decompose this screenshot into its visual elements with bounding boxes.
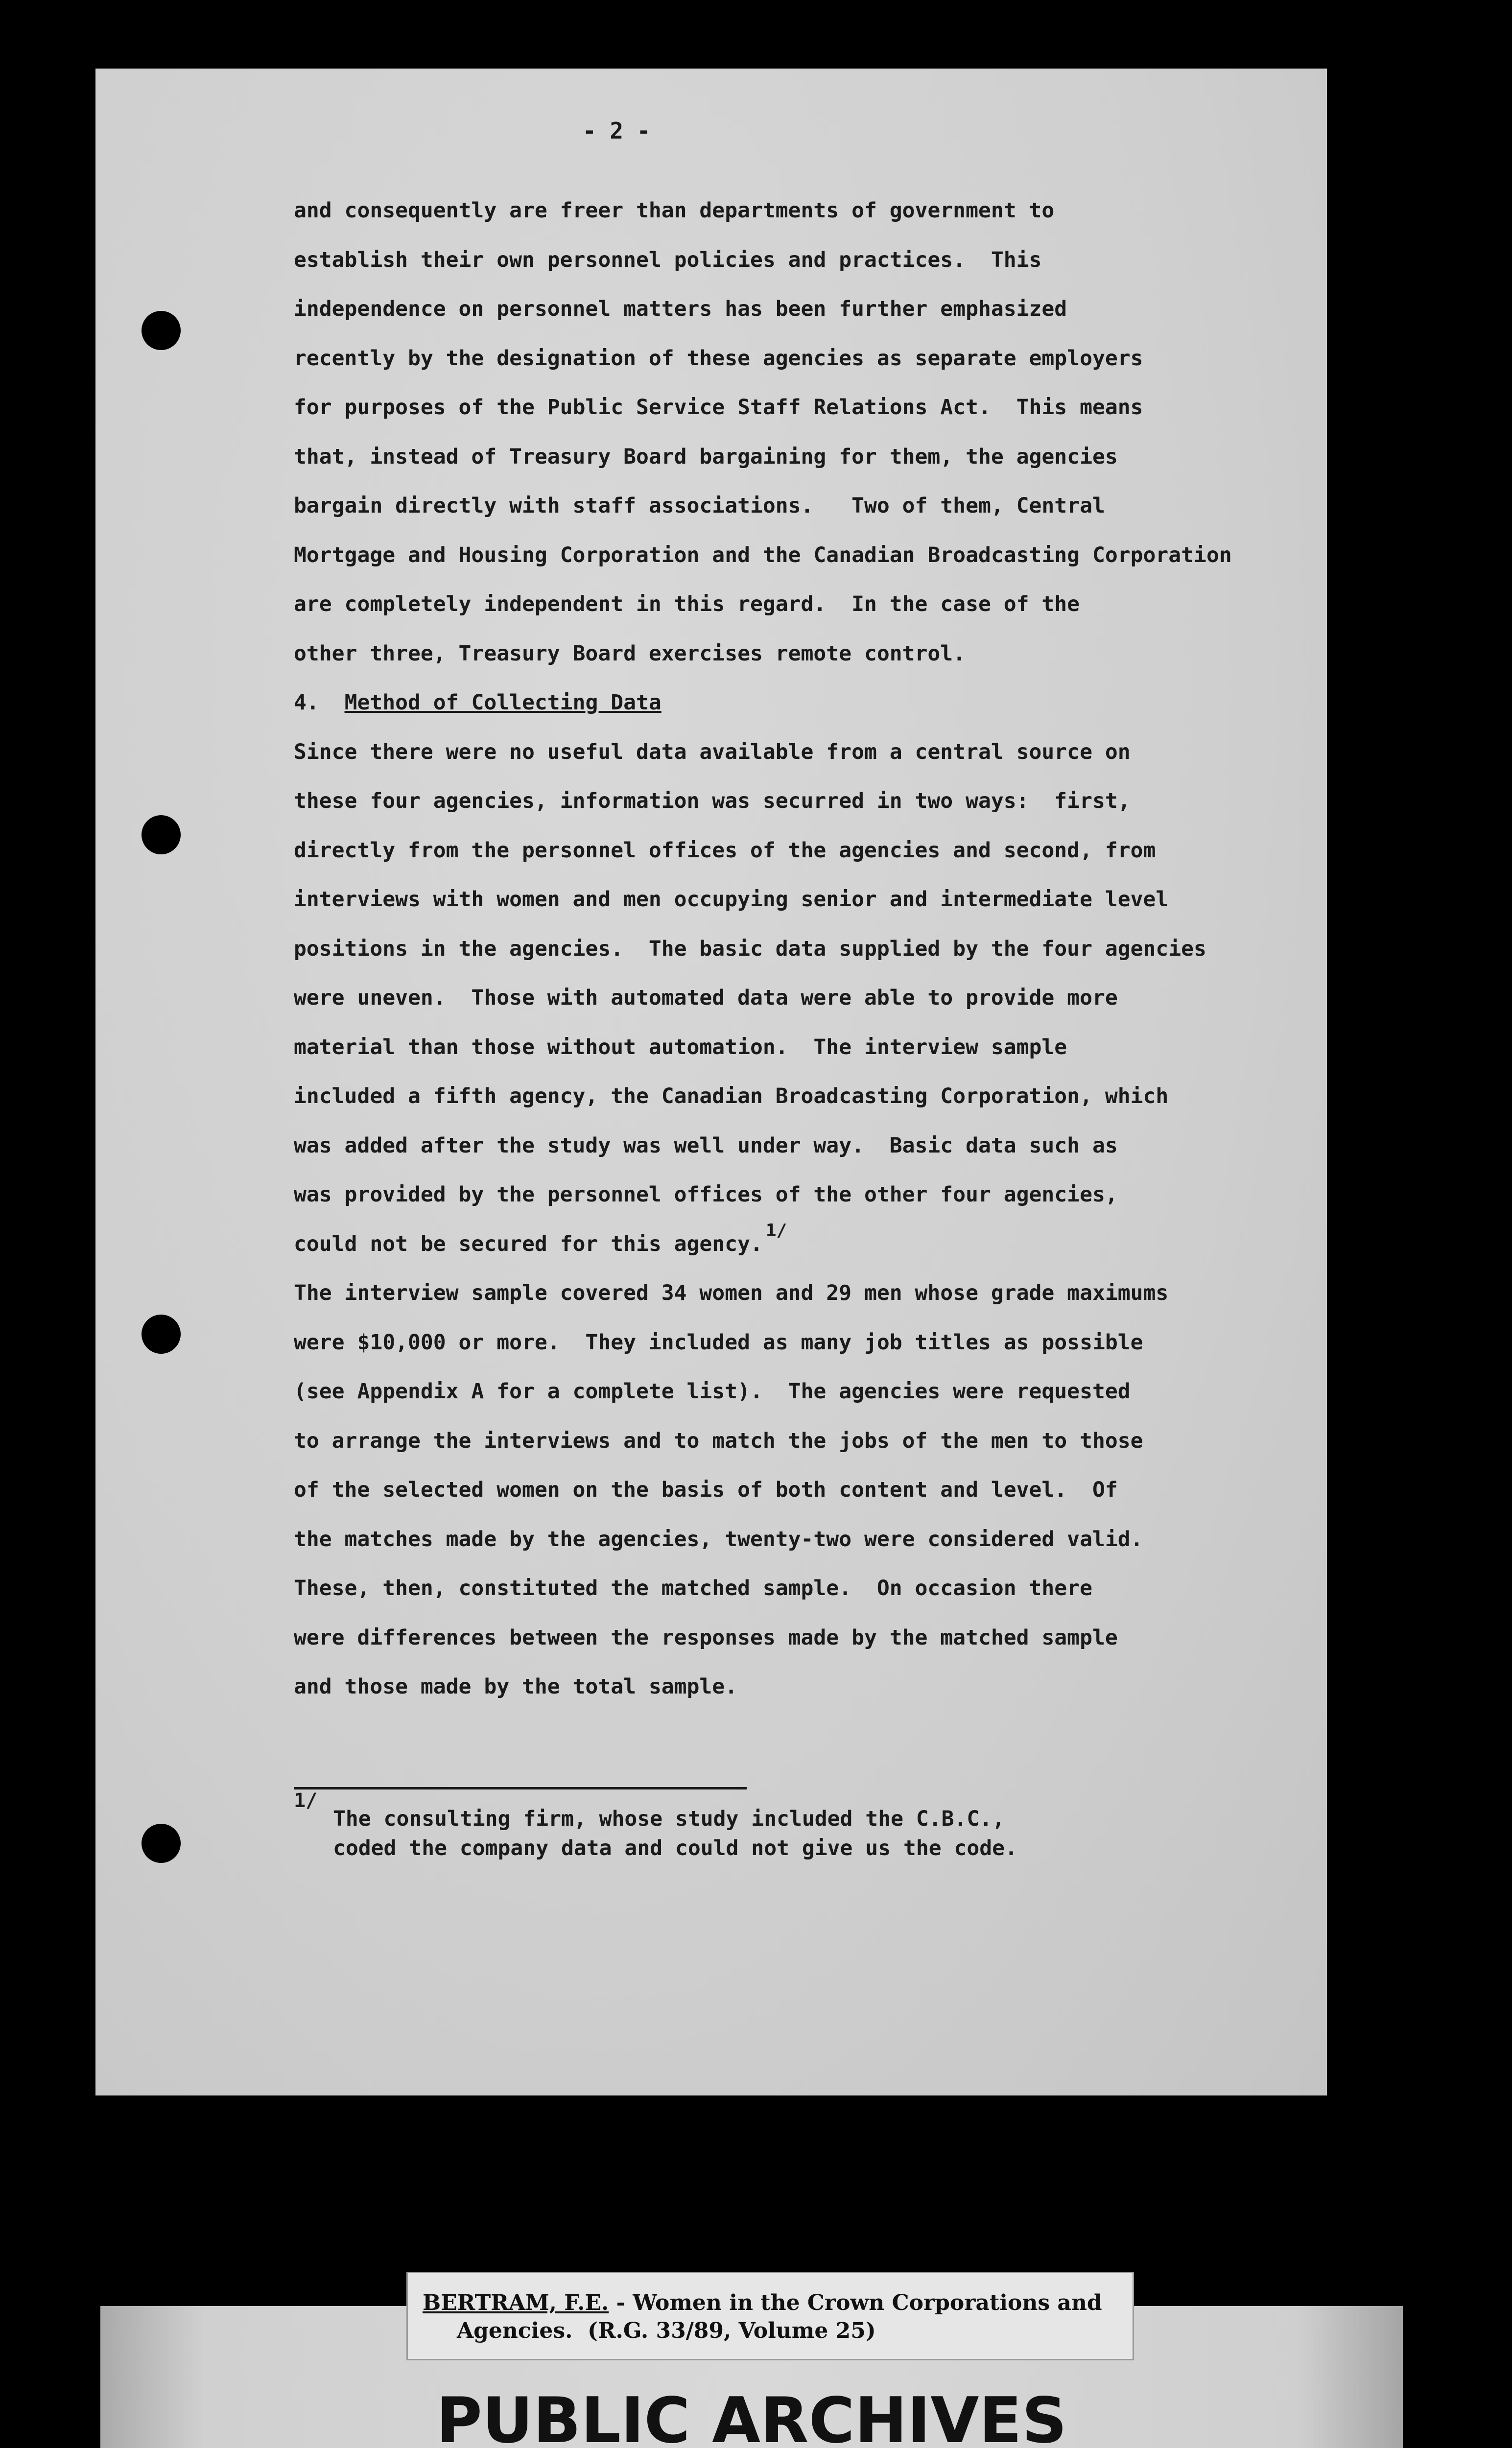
footnote-divider [294,1787,747,1789]
label-author: BERTRAM, F.E. [423,2290,609,2315]
text-line: Since there were no useful data available from a central source on [294,739,1131,764]
text-line: were $10,000 or more. They included as many job titles as possible [294,1330,1143,1355]
archive-label [406,2272,1134,2360]
text-line: of the selected women on the basis of both content and level. Of [294,1478,1118,1502]
footnote-line: The consulting firm, whose study included the C.B.C., [333,1807,1005,1831]
punch-hole [142,311,181,350]
text-line: positions in the agencies. The basic data supplied by the four agencies [294,936,1206,961]
heading-title: Method of Collecting Data [344,690,662,715]
text-line: these four agencies, information was securred in two ways: first, [294,789,1131,813]
heading-number: 4. [294,690,319,715]
text-line: (see Appendix A for a complete list). The agencies were requested [294,1379,1131,1404]
text-line: was added after the study was well under way. Basic data such as [294,1133,1118,1158]
text-line: establish their own personnel policies and practices. This [294,247,1042,272]
text-line: These, then, constituted the matched sample. On occasion there [294,1576,1092,1601]
text-line: Mortgage and Housing Corporation and the Canadian Broadcasting Corporation [294,542,1232,567]
text-line: recently by the designation of these agencies as separate employers [294,346,1143,371]
text-line: for purposes of the Public Service Staff Relations Act. This means [294,395,1143,420]
text-line: directly from the personnel offices of the agencies and second, from [294,838,1156,863]
footnote-text [333,1804,1017,1863]
text-line: were uneven. Those with automated data were able to provide more [294,986,1118,1010]
punch-hole [142,1315,181,1354]
footnote-reference: 1/ [765,1220,787,1241]
label-line [423,2290,1102,2315]
label-title: - Women in the Crown Corporations and [609,2290,1102,2315]
text-line: to arrange the interviews and to match the jobs of the men to those [294,1428,1143,1453]
text-line: interviews with women and men occupying senior and intermediate level [294,887,1169,912]
text-line [294,1220,1214,1269]
page-number: - 2 - [583,118,651,144]
text-line: the matches made by the agencies, twenty-two were considered valid. [294,1527,1143,1552]
footnote-line: coded the company data and could not give us the code. [333,1836,1017,1860]
section-heading [294,678,1214,728]
text-line: The interview sample covered 34 women and 29 men whose grade maximums [294,1281,1169,1305]
text-line: material than those without automation. The interview sample [294,1035,1067,1059]
text-line: other three, Treasury Board exercises remote control. [294,641,966,666]
text-line: included a fifth agency, the Canadian Broadcasting Corporation, which [294,1084,1169,1108]
punch-hole [142,1824,181,1863]
label-line: Agencies. (R.G. 33/89, Volume 25) [457,2318,876,2343]
text-line: independence on personnel matters has been further emphasized [294,297,1067,321]
text-line: and those made by the total sample. [294,1674,738,1699]
text-line: are completely independent in this regard. In the case of the [294,592,1080,616]
text-segment: could not be secured for this agency. [294,1231,763,1256]
text-line: and consequently are freer than departments of government to [294,198,1055,223]
footnote-marker: 1/ [294,1789,318,1812]
punch-hole [142,815,181,854]
text-line: that, instead of Treasury Board bargaining for them, the agencies [294,444,1118,469]
body-text [294,186,1232,1712]
text-line: bargain directly with staff associations. Two of them, Central [294,494,1105,518]
text-line: was provided by the personnel offices of the other four agencies, [294,1182,1118,1207]
text-line: were differences between the responses made by the matched sample [294,1625,1118,1650]
archive-heading-en: PUBLIC ARCHIVES [436,2384,1067,2448]
